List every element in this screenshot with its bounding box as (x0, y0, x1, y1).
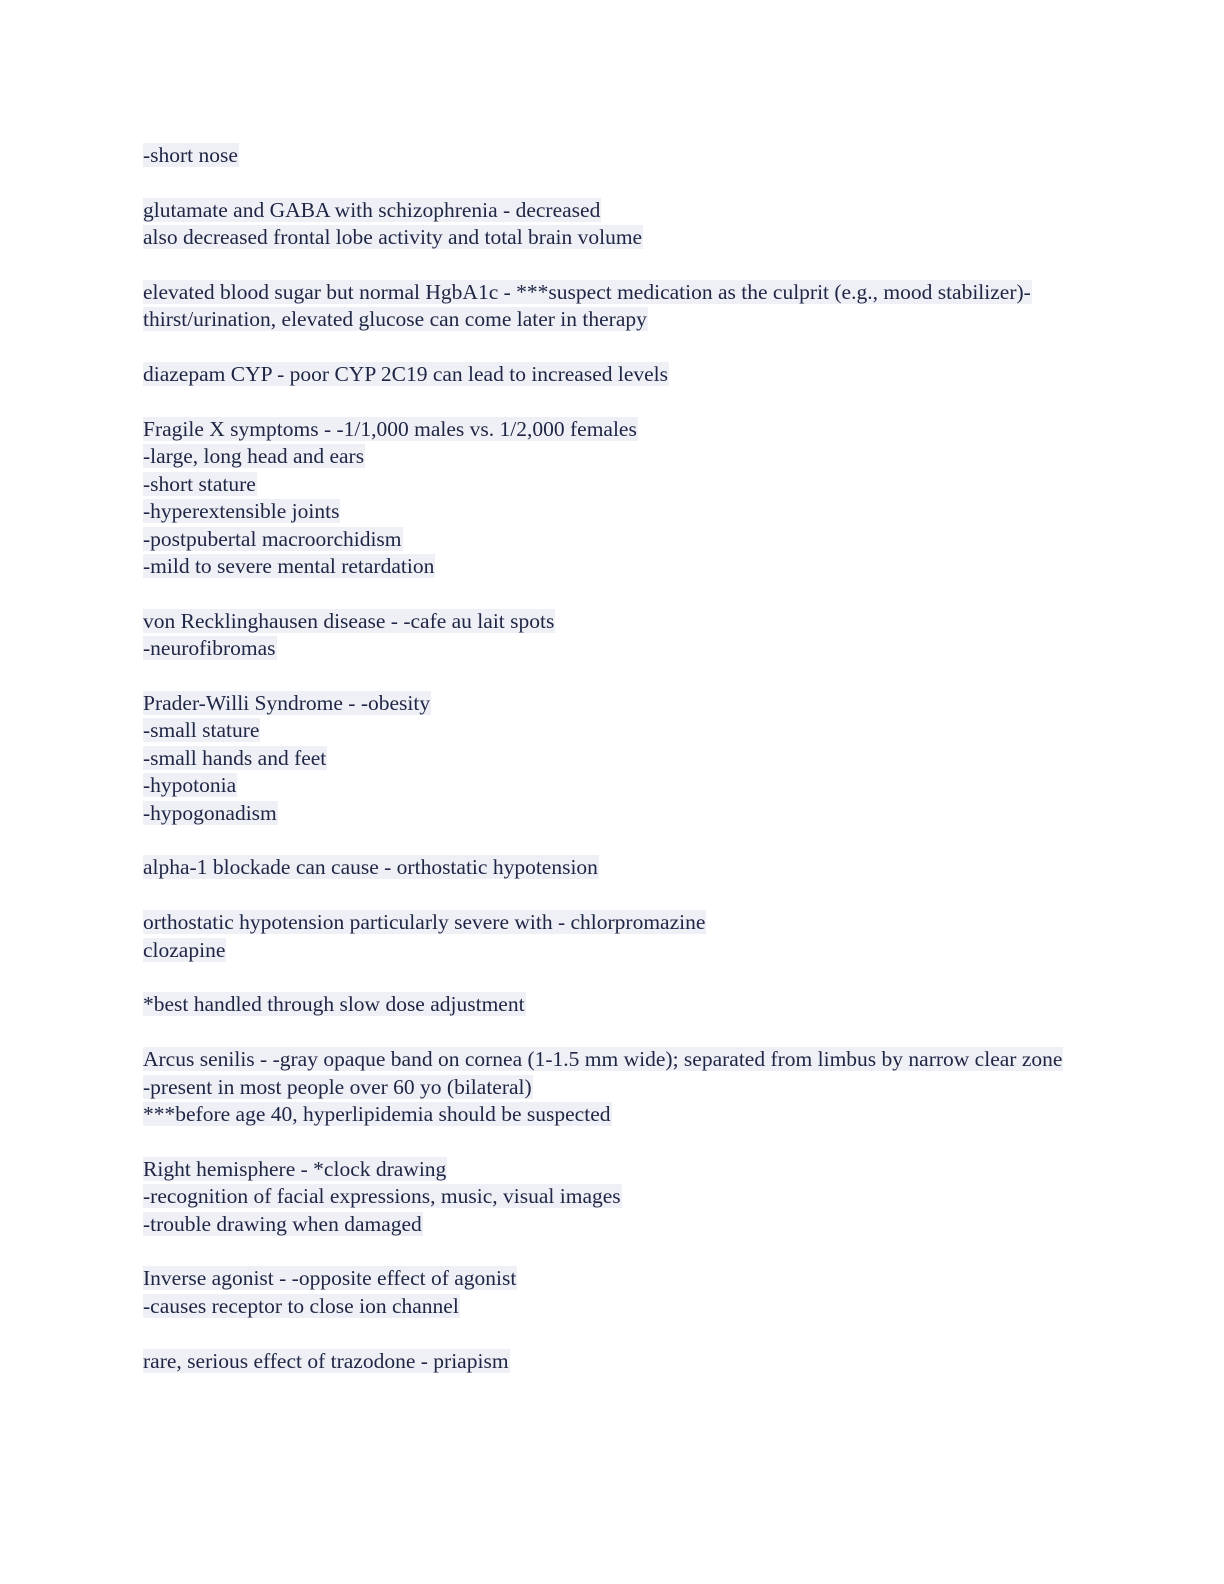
note-card (143, 690, 1073, 827)
note-line-text: -small stature (143, 718, 260, 743)
note-line-text: ***before age 40, hyperlipidemia should be suspected (143, 1102, 611, 1127)
note-line (143, 690, 1073, 717)
note-line-text: -hypotonia (143, 773, 237, 798)
note-line-text: -neurofibromas (143, 636, 276, 661)
note-line (143, 142, 1073, 169)
note-line (143, 443, 1073, 470)
note-line-text: -recognition of facial expressions, music, visual images (143, 1184, 621, 1209)
note-line-text: -hypogonadism (143, 800, 277, 825)
note-line (143, 909, 1073, 936)
note-card (143, 1265, 1073, 1320)
note-line (143, 224, 1073, 251)
note-line (143, 197, 1073, 224)
note-line-text: -hyperextensible joints (143, 499, 340, 524)
note-line-text: -large, long head and ears (143, 444, 365, 469)
note-line-text: -present in most people over 60 yo (bilateral) (143, 1074, 532, 1099)
note-line (143, 635, 1073, 662)
note-card (143, 608, 1073, 663)
note-line-text: -causes receptor to close ion channel (143, 1293, 459, 1318)
note-line (143, 1074, 1073, 1101)
note-line (143, 1265, 1073, 1292)
note-line (143, 608, 1073, 635)
note-line (143, 361, 1073, 388)
note-line-text: also decreased frontal lobe activity and total brain volume (143, 225, 643, 250)
note-line-text: Prader-Willi Syndrome - -obesity (143, 691, 431, 716)
note-card (143, 1156, 1073, 1238)
note-card (143, 991, 1073, 1018)
note-line (143, 1293, 1073, 1320)
note-line (143, 717, 1073, 744)
note-line-text: Fragile X symptoms - -1/1,000 males vs. 1/2,000 females (143, 417, 637, 441)
note-line (143, 1183, 1073, 1210)
note-line (143, 1156, 1073, 1183)
note-line-text: von Recklinghausen disease - -cafe au lait spots (143, 608, 555, 633)
note-line-text: -small hands and feet (143, 745, 327, 770)
note-line-text: glutamate and GABA with schizophrenia - decreased (143, 197, 601, 222)
note-line (143, 498, 1073, 525)
note-card (143, 197, 1073, 252)
note-line-text: -postpubertal macroorchidism (143, 526, 402, 551)
note-line-text: elevated blood sugar but normal HgbA1c - ***suspect medication as the culprit (e.g., mood stabilizer)- thirst/urination, elevated glucose can come later in therapy (143, 280, 1031, 332)
note-line (143, 991, 1073, 1018)
note-line (143, 526, 1073, 553)
note-line-text: -short nose (143, 143, 238, 167)
note-line (143, 800, 1073, 827)
note-card (143, 416, 1073, 580)
note-line-text: *best handled through slow dose adjustment (143, 992, 525, 1017)
note-line (143, 471, 1073, 498)
note-line-text: alpha-1 blockade can cause - orthostatic hypotension (143, 855, 598, 880)
note-line-text: orthostatic hypotension particularly severe with - chlorpromazine (143, 910, 706, 935)
note-card (143, 1348, 1073, 1375)
note-line-text: diazepam CYP - poor CYP 2C19 can lead to increased levels (143, 362, 669, 387)
note-line-text: -short stature (143, 471, 256, 496)
note-card (143, 279, 1073, 334)
note-line-text: rare, serious effect of trazodone - priapism (143, 1348, 509, 1373)
note-line (143, 745, 1073, 772)
note-line (143, 854, 1073, 881)
note-line-text: Arcus senilis - -gray opaque band on cornea (1-1.5 mm wide); separated from limbus by narrow clear zone (143, 1047, 1063, 1072)
note-card (143, 854, 1073, 881)
note-line-text: Inverse agonist - -opposite effect of agonist (143, 1266, 517, 1291)
note-card (143, 1046, 1073, 1128)
notes-body (143, 142, 1073, 1402)
note-card (143, 909, 1073, 964)
note-line-text: -mild to severe mental retardation (143, 554, 435, 579)
note-line (143, 1211, 1073, 1238)
note-line (143, 416, 1073, 443)
note-line (143, 937, 1073, 964)
note-line (143, 553, 1073, 580)
note-line-text: clozapine (143, 937, 226, 962)
note-card (143, 142, 1073, 169)
note-line (143, 1348, 1073, 1375)
note-line-text: Right hemisphere - *clock drawing (143, 1156, 447, 1181)
note-line (143, 772, 1073, 799)
note-line (143, 279, 1073, 334)
note-line (143, 1046, 1073, 1073)
note-line-text: -trouble drawing when damaged (143, 1211, 422, 1236)
note-line (143, 1101, 1073, 1128)
note-card (143, 361, 1073, 388)
